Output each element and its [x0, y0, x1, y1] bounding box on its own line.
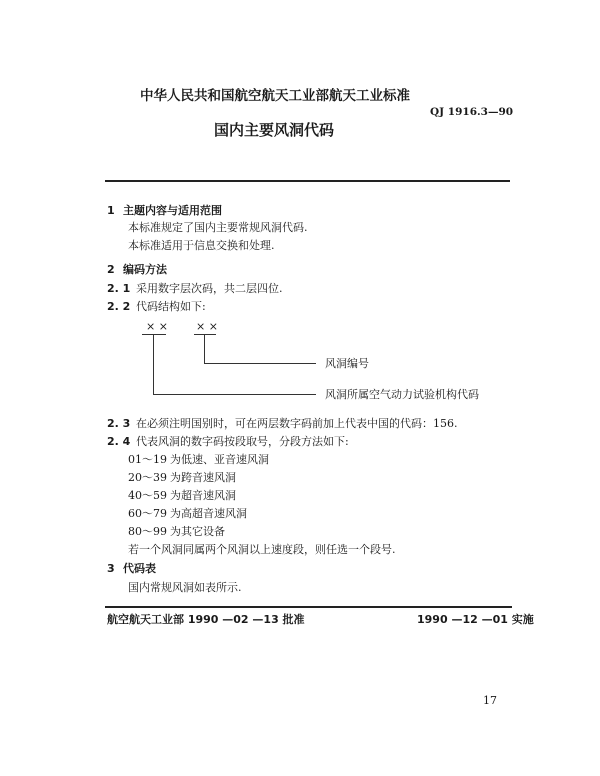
clause-number: 2. 2: [107, 300, 131, 313]
section-3-paragraph: 国内常规风洞如表所示.: [128, 581, 242, 594]
section-2-title: 编码方法: [123, 263, 167, 276]
range-desc: 为其它设备: [170, 525, 225, 538]
section-1-number: 1: [107, 204, 115, 217]
connector-line: [204, 335, 205, 364]
connector-line: [204, 363, 316, 364]
clause-number: 2. 3: [107, 417, 131, 430]
section-1-title: 主题内容与适用范围: [123, 204, 222, 217]
top-rule: [105, 180, 510, 182]
section-3-number: 3: [107, 562, 115, 575]
range-note: 若一个风洞同属两个风洞以上速度段，则任选一个段号.: [128, 543, 396, 556]
range-code: 01～19: [128, 453, 167, 466]
section-1-paragraph: 本标准规定了国内主要常规风洞代码.: [128, 221, 308, 234]
clause-text: 采用数字层次码，共二层四位.: [136, 282, 283, 295]
clause-text: 代表风洞的数字码按段取号，分段方法如下:: [136, 435, 349, 448]
range-desc: 为跨音速风洞: [170, 471, 236, 484]
connector-line: [153, 394, 316, 395]
underline: [142, 334, 166, 335]
clause-text: 代码结构如下:: [136, 300, 206, 313]
clause-text: 在必须注明国别时，可在两层数字码前加上代表中国的代码：156.: [136, 417, 458, 430]
range-desc: 为低速、亚音速风洞: [170, 453, 269, 466]
range-desc: 为高超音速风洞: [170, 507, 247, 520]
issuer-heading: 中华人民共和国航空航天工业部航天工业标准: [140, 88, 410, 104]
clause-number: 2. 1: [107, 282, 131, 295]
underline: [194, 334, 216, 335]
document-title: 国内主要风洞代码: [214, 121, 335, 139]
standard-code: QJ 1916.3—90: [430, 106, 514, 118]
page-number: 17: [483, 694, 497, 707]
clause-number: 2. 4: [107, 435, 131, 448]
range-desc: 为超音速风洞: [170, 489, 236, 502]
section-1-paragraph: 本标准适用于信息交换和处理.: [128, 239, 275, 252]
label-institution-code: 风洞所属空气动力试验机构代码: [325, 388, 479, 401]
effective-date: 1990 —12 —01 实施: [417, 613, 534, 626]
approval-date: 航空航天工业部 1990 —02 —13 批准: [107, 613, 305, 626]
code-level-2: × ×: [196, 320, 218, 333]
range-code: 20～39: [128, 471, 167, 484]
section-2-number: 2: [107, 263, 115, 276]
section-3-title: 代码表: [123, 562, 156, 575]
label-wind-tunnel-number: 风洞编号: [325, 357, 369, 370]
footer-rule: [105, 606, 512, 608]
range-code: 60～79: [128, 507, 167, 520]
connector-line: [153, 335, 154, 395]
code-level-1: × ×: [146, 320, 168, 333]
range-code: 40～59: [128, 489, 167, 502]
range-code: 80～99: [128, 525, 167, 538]
